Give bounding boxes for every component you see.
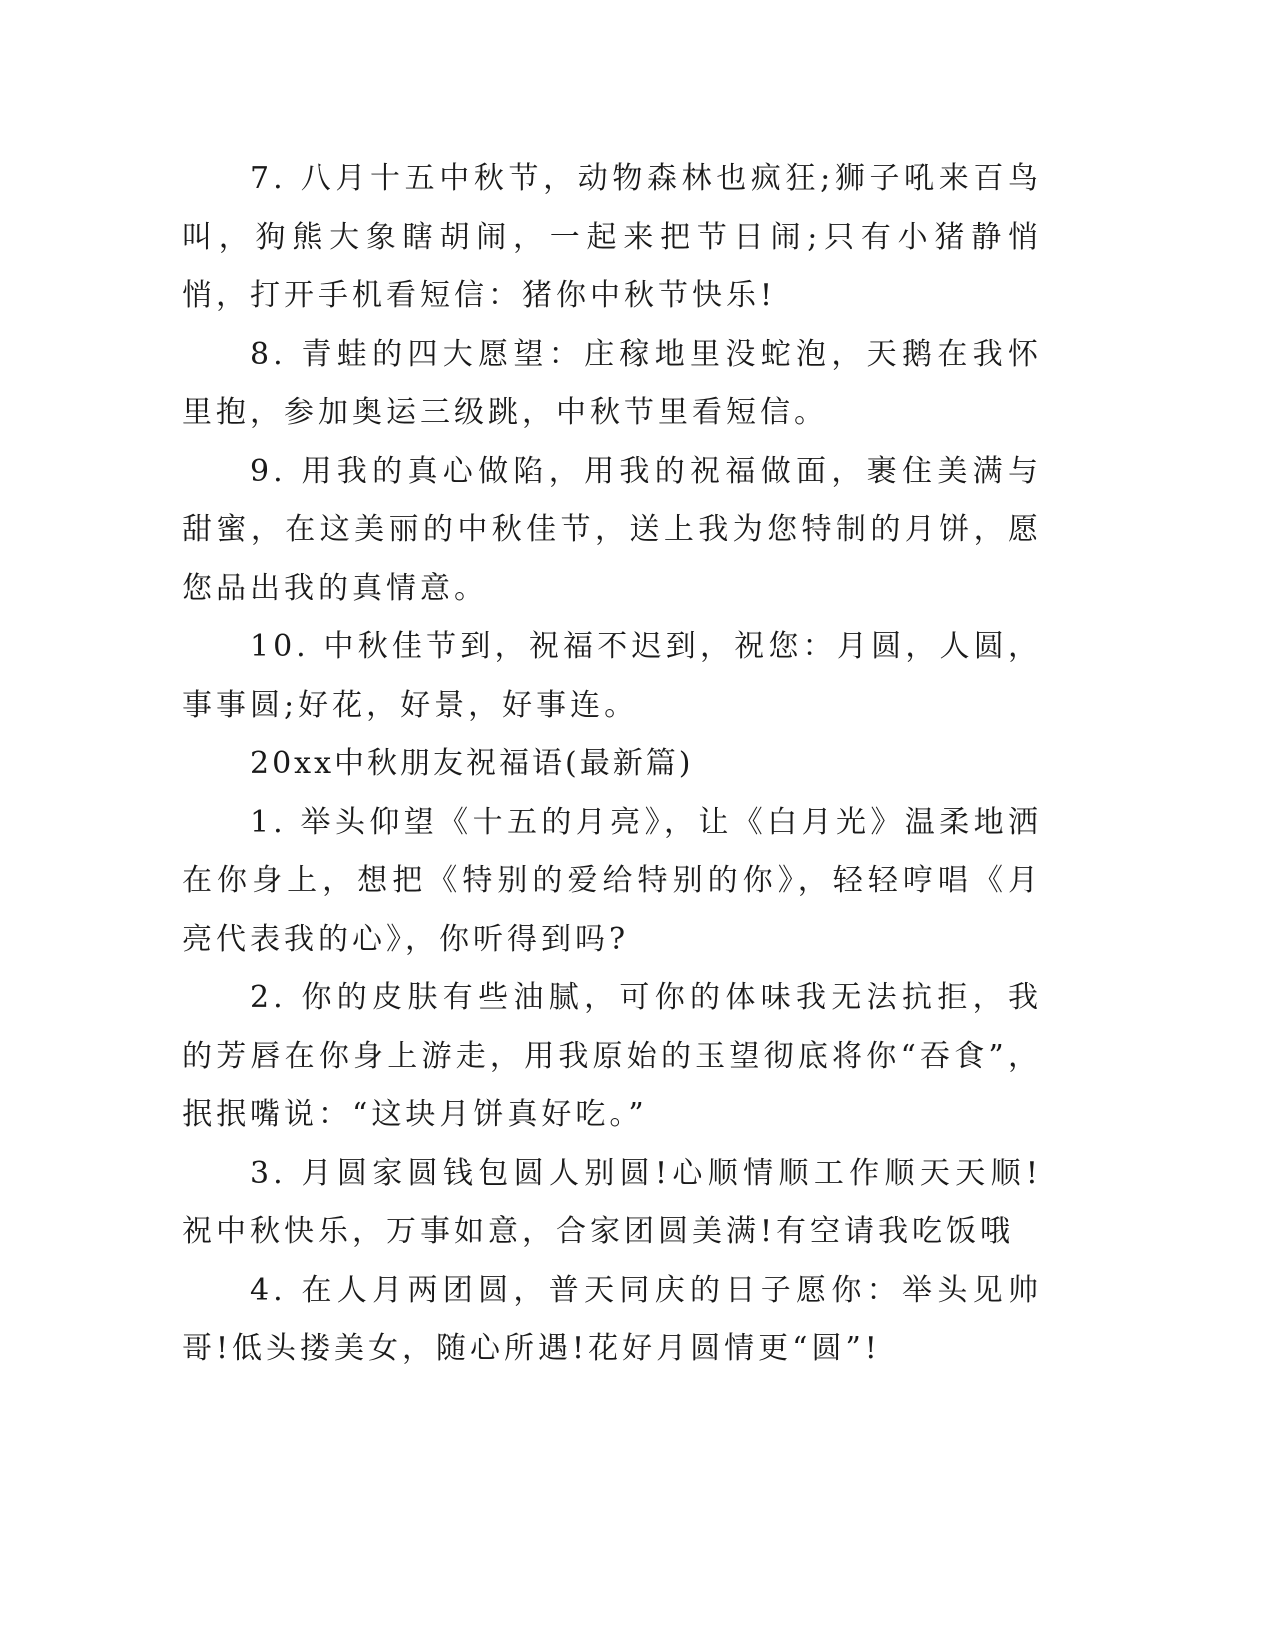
paragraph-item-2: 2. 你的皮肤有些油腻，可你的体味我无法抗拒，我的芳唇在你身上游走，用我原始的玉望彻底将你“吞食”，抿抿嘴说：“这块月饼真好吃。”	[182, 980, 1042, 1132]
paragraph-item-10: 10. 中秋佳节到，祝福不迟到，祝您：月圆，人圆，事事圆;好花，好景，好事连。	[182, 629, 1042, 723]
document-body	[182, 150, 1042, 1379]
paragraph-item-3: 3. 月圆家圆钱包圆人别圆!心顺情顺工作顺天天顺!祝中秋快乐，万事如意，合家团圆美满!有空请我吃饭哦	[182, 1155, 1042, 1249]
paragraph-item-7: 7. 八月十五中秋节，动物森林也疯狂;狮子吼来百鸟叫，狗熊大象瞎胡闹，一起来把节日闹;只有小猪静悄悄，打开手机看短信：猪你中秋节快乐!	[182, 161, 1042, 313]
section-heading: 20xx中秋朋友祝福语(最新篇)	[250, 746, 694, 781]
paragraph-item-8: 8. 青蛙的四大愿望：庄稼地里没蛇泡，天鹅在我怀里抱，参加奥运三级跳，中秋节里看短信。	[182, 336, 1042, 430]
paragraph-item-1: 1. 举头仰望《十五的月亮》，让《白月光》温柔地洒在你身上，想把《特别的爱给特别的你》，轻轻哼唱《月亮代表我的心》，你听得到吗?	[182, 804, 1042, 957]
paragraph-item-4: 4. 在人月两团圆，普天同庆的日子愿你：举头见帅哥!低头搂美女，随心所遇!花好月圆情更“圆”!	[182, 1272, 1042, 1366]
paragraph-item-9: 9. 用我的真心做陷，用我的祝福做面，裹住美满与甜蜜，在这美丽的中秋佳节，送上我为您特制的月饼，愿您品出我的真情意。	[182, 453, 1042, 606]
